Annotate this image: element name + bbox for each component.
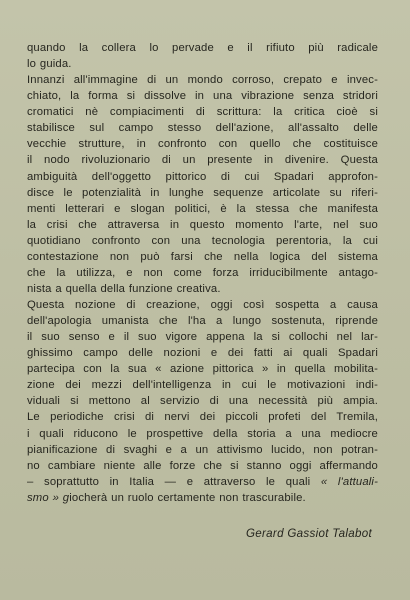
body-text [27,40,378,506]
author-signature: Gerard Gassiot Talabot [245,527,372,540]
text-line: i quali riducono le prospettive della storia a una mediocre [27,427,378,440]
text-line: ambiguità dell'oggetto pittorico di cui Spadari approfon- [27,170,378,183]
text-line: cromatici nè compiacimenti di scrittura: la critica cioè si [27,106,378,119]
text-line: il nodo rivoluzionario di un presente in divenire. Questa [27,154,378,167]
text-line: stabilisce sul campo stesso dell'azione, all'assalto delle [27,122,378,135]
text-line: quando la collera lo pervade e il rifiuto più radicale [27,42,378,54]
text-line: no cambiare niente alle forze che si stanno oggi affermando [27,459,378,472]
text-line: quotidiano confronto con una tecnologia perentoria, la cui [27,234,378,247]
text-line: chiato, la forma si dissolve in una vibrazione senza stridori [27,90,378,103]
text-line: menti letterari e slogan politici, è la stessa che manifesta [27,202,378,215]
text-line: Innanzi all'immagine di un mondo corroso, crepato e invec- [27,74,378,87]
text-line: che la utilizza, e non come forza irriducibilmente antago- [27,266,378,279]
text-line: partecipa con la sua « azione pittorica » in quella mobilita- [27,363,378,376]
text-line: nista a quella della funzione creativa. [27,282,221,295]
text-line: vecchie strutture, in confronto con quello che costituisce [27,138,378,151]
text-line: contestazione non può farsi che nella logica del sistema [27,250,378,263]
text-line: la crisi che attraversa in questo momento l'arte, nel suo [27,218,378,231]
text-line: smo » giocherà un ruolo certamente non trascurabile. [27,491,306,504]
text-line: il suo senso e il suo vigore appena la si collochi nel lar- [27,331,378,344]
text-line: ghissimo campo delle nozioni e dei fatti ai quali Spadari [27,347,378,360]
text-line: zione dei mezzi dell'intelligenza in cui le motivazioni indi- [27,379,378,392]
text-line: – soprattutto in Italia — e attraverso le quali « l'attuali- [27,475,378,488]
text-line: dell'apologia umanista che l'ha a lungo sostenuta, riprende [27,315,378,328]
text-line: lo guida. [27,58,72,71]
text-line: viduali si mettono al servizio di una necessità più ampia. [27,395,378,408]
text-line: disce le potenzialità in lunghe sequenze articolate su riferi- [27,186,378,199]
text-line: Questa nozione di creazione, oggi così sospetta a causa [27,299,378,311]
text-line: Le periodiche crisi di nervi dei piccoli profeti del Tremila, [27,411,378,424]
text-line: pianificazione di svaghi e a un attivismo lucido, non potran- [27,443,378,456]
